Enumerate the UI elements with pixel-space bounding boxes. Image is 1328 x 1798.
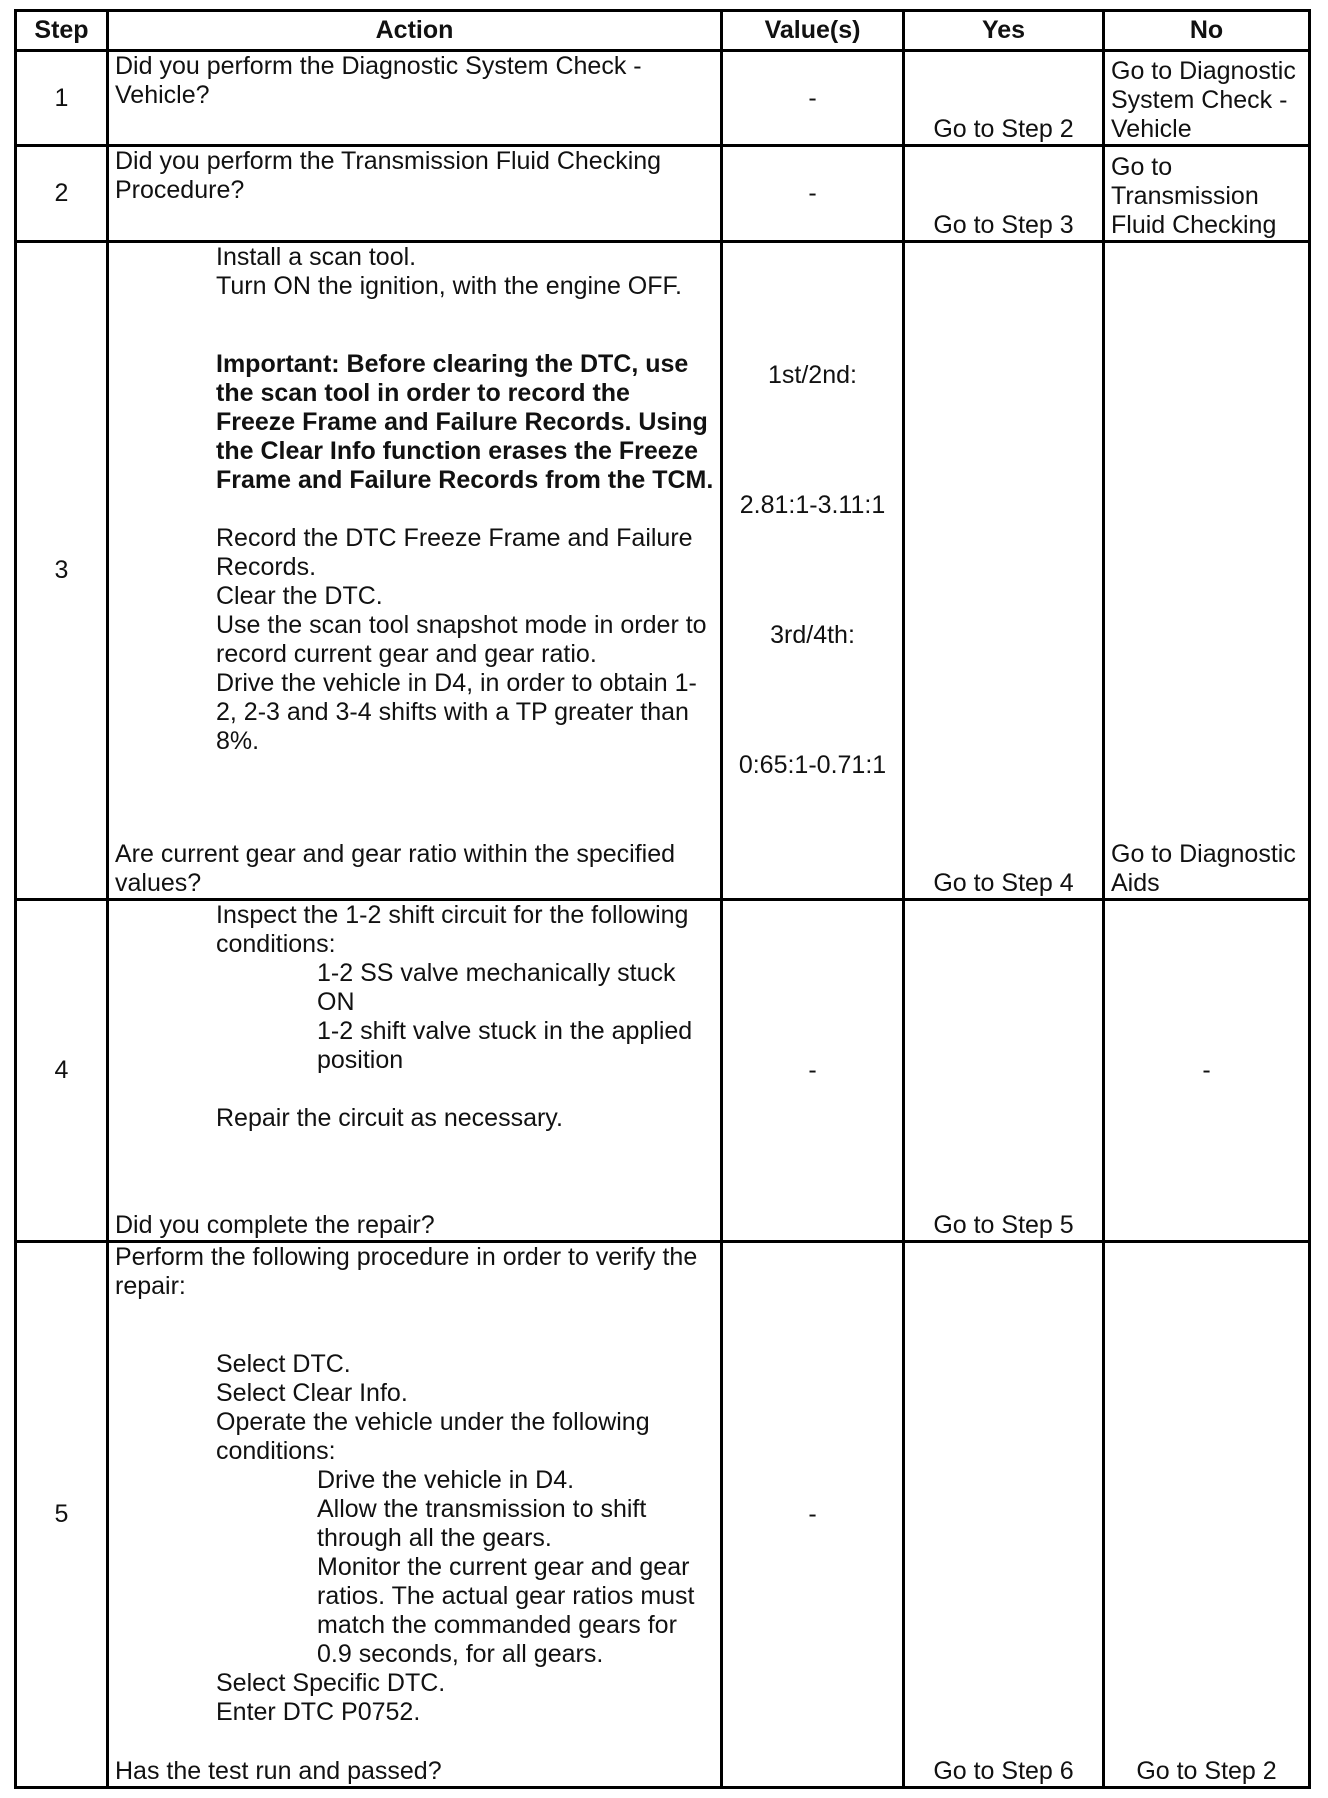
table-row [16,146,1310,242]
table-row [16,242,1310,900]
yes-link[interactable]: Go to Step 4 [904,242,1104,900]
header-yes: Yes [904,11,1104,51]
no-link[interactable]: Go to Transmission Fluid Checking [1104,146,1310,242]
condition: Drive the vehicle in D4. [317,1466,575,1494]
diagnostic-table [14,9,1311,1789]
instruction: Inspect the 1-2 shift circuit for the following conditions: [216,901,689,958]
value-label: 1st/2nd: [768,360,857,389]
step-number: 5 [16,1242,108,1788]
yes-link[interactable]: Go to Step 3 [904,146,1104,242]
instruction: Select Clear Info. [216,1379,408,1407]
no-link[interactable]: Go to Diagnostic System Check - Vehicle [1104,51,1310,146]
yes-link[interactable]: Go to Step 6 [904,1242,1104,1788]
instruction: Repair the circuit as necessary. [216,1104,563,1132]
instruction: Install a scan tool. [216,243,417,271]
step-value: - [722,51,904,146]
step-action: Did you perform the Diagnostic System Check - Vehicle? [108,51,722,146]
table-row [16,900,1310,1242]
instruction: Drive the vehicle in D4, in order to obtain 1-2, 2-3 and 3-4 shifts with a TP greater than 8%. [216,669,697,755]
important-note: Important: Before clearing the DTC, use the scan tool in order to record the Freeze Frame and Failure Records. Using the Clear Info function erases the Freeze Frame and Failure Records from the TCM. [216,350,714,494]
step-value: - [722,146,904,242]
step-question: Has the test run and passed? [115,1757,442,1785]
step-values [722,242,904,900]
yes-link[interactable]: Go to Step 5 [904,900,1104,1242]
header-no: No [1104,11,1310,51]
header-action: Action [108,11,722,51]
step-number: 4 [16,900,108,1242]
step-number: 3 [16,242,108,900]
condition: 1-2 shift valve stuck in the applied position [317,1017,693,1074]
instruction: Perform the following procedure in order to verify the repair: [115,1243,698,1300]
header-step: Step [16,11,108,51]
step-value: - [722,900,904,1242]
instruction: Use the scan tool snapshot mode in order to record current gear and gear ratio. [216,611,707,668]
no-link[interactable]: Go to Step 2 [1104,1242,1310,1788]
step-action [108,242,722,900]
step-action [108,1242,722,1788]
condition: 1-2 SS valve mechanically stuck ON [317,959,676,1016]
instruction: Clear the DTC. [216,582,383,610]
table-row [16,51,1310,146]
yes-link[interactable]: Go to Step 2 [904,51,1104,146]
step-action: Did you perform the Transmission Fluid Checking Procedure? [108,146,722,242]
no-link[interactable]: Go to Diagnostic Aids [1104,242,1310,900]
step-question: Are current gear and gear ratio within the specified values? [115,840,676,897]
header-row [16,11,1310,51]
instruction: Select DTC. [216,1350,351,1378]
instruction: Select Specific DTC. [216,1669,446,1697]
value-range: 2.81:1-3.11:1 [739,490,886,519]
header-values: Value(s) [722,11,904,51]
step-action [108,900,722,1242]
condition: Allow the transmission to shift through all the gears. [317,1495,647,1552]
instruction: Enter DTC P0752. [216,1698,421,1726]
instruction: Operate the vehicle under the following conditions: [216,1408,650,1465]
value-range: 0:65:1-0.71:1 [738,751,887,780]
step-number: 1 [16,51,108,146]
instruction: Record the DTC Freeze Frame and Failure Records. [216,524,693,581]
instruction: Turn ON the ignition, with the engine OFF. [216,272,682,300]
table-row [16,1242,1310,1788]
condition: Monitor the current gear and gear ratios. The actual gear ratios must match the commanded gears for 0.9 seconds, for all gears. [317,1553,695,1668]
no-value: - [1104,900,1310,1242]
value-label: 3rd/4th: [770,621,855,650]
step-number: 2 [16,146,108,242]
step-value: - [722,1242,904,1788]
step-question: Did you complete the repair? [115,1211,435,1239]
